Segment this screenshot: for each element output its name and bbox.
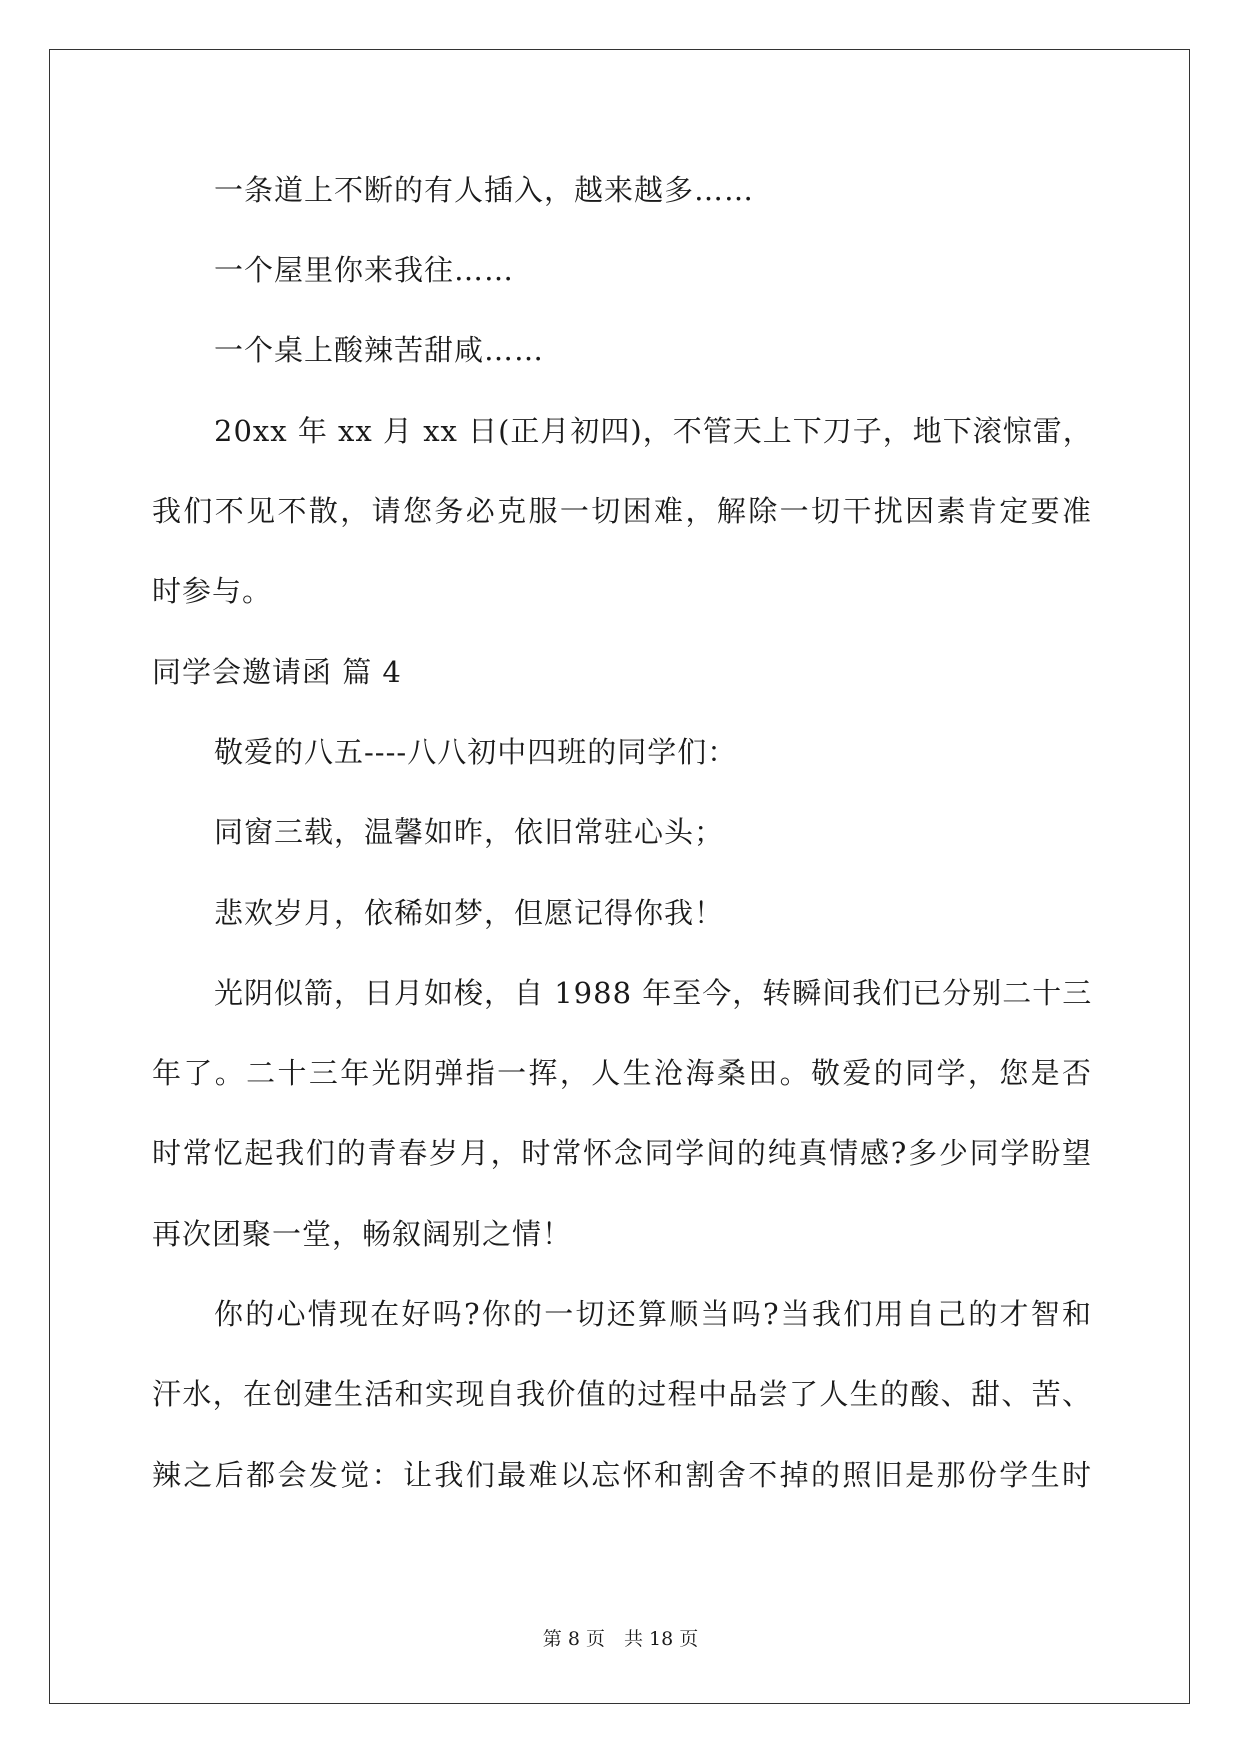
paragraph-line: 光阴似箭，日月如梭，自 1988 年至今，转瞬间我们已分别二十三 <box>214 976 1093 1010</box>
paragraph-line: 20xx 年 xx 月 xx 日(正月初四)，不管天上下刀子，地下滚惊雷， <box>214 414 1093 448</box>
paragraph-line: 你的心情现在好吗?你的一切还算顺当吗?当我们用自己的才智和 <box>214 1297 1092 1331</box>
paragraph-line: 悲欢岁月，依稀如梦，但愿记得你我！ <box>214 896 725 930</box>
paragraph-line: 年了。二十三年光阴弹指一挥，人生沧海桑田。敬爱的同学，您是否 <box>152 1056 1092 1090</box>
paragraph-line: 一个屋里你来我往…… <box>214 253 515 287</box>
paragraph-line: 辣之后都会发觉：让我们最难以忘怀和割舍不掉的照旧是那份学生时 <box>152 1458 1092 1492</box>
paragraph-line: 时参与。 <box>152 574 273 608</box>
paragraph-line: 时常忆起我们的青春岁月，时常怀念同学间的纯真情感?多少同学盼望 <box>152 1136 1092 1170</box>
paragraph-line: 同窗三载，温馨如昨，依旧常驻心头； <box>214 815 725 849</box>
section-heading: 同学会邀请函 篇 4 <box>152 655 402 689</box>
paragraph-line: 一条道上不断的有人插入，越来越多…… <box>214 173 755 207</box>
paragraph-line: 汗水，在创建生活和实现自我价值的过程中品尝了人生的酸、甜、苦、 <box>152 1377 1092 1411</box>
paragraph-line: 再次团聚一堂，畅叙阔别之情！ <box>152 1217 573 1251</box>
paragraph-line: 我们不见不散，请您务必克服一切困难，解除一切干扰因素肯定要准 <box>152 494 1092 528</box>
paragraph-line: 一个桌上酸辣苦甜咸…… <box>214 333 545 367</box>
paragraph-line: 敬爱的八五----八八初中四班的同学们： <box>214 735 738 769</box>
page-number: 第 8 页 共 18 页 <box>542 1628 699 1650</box>
